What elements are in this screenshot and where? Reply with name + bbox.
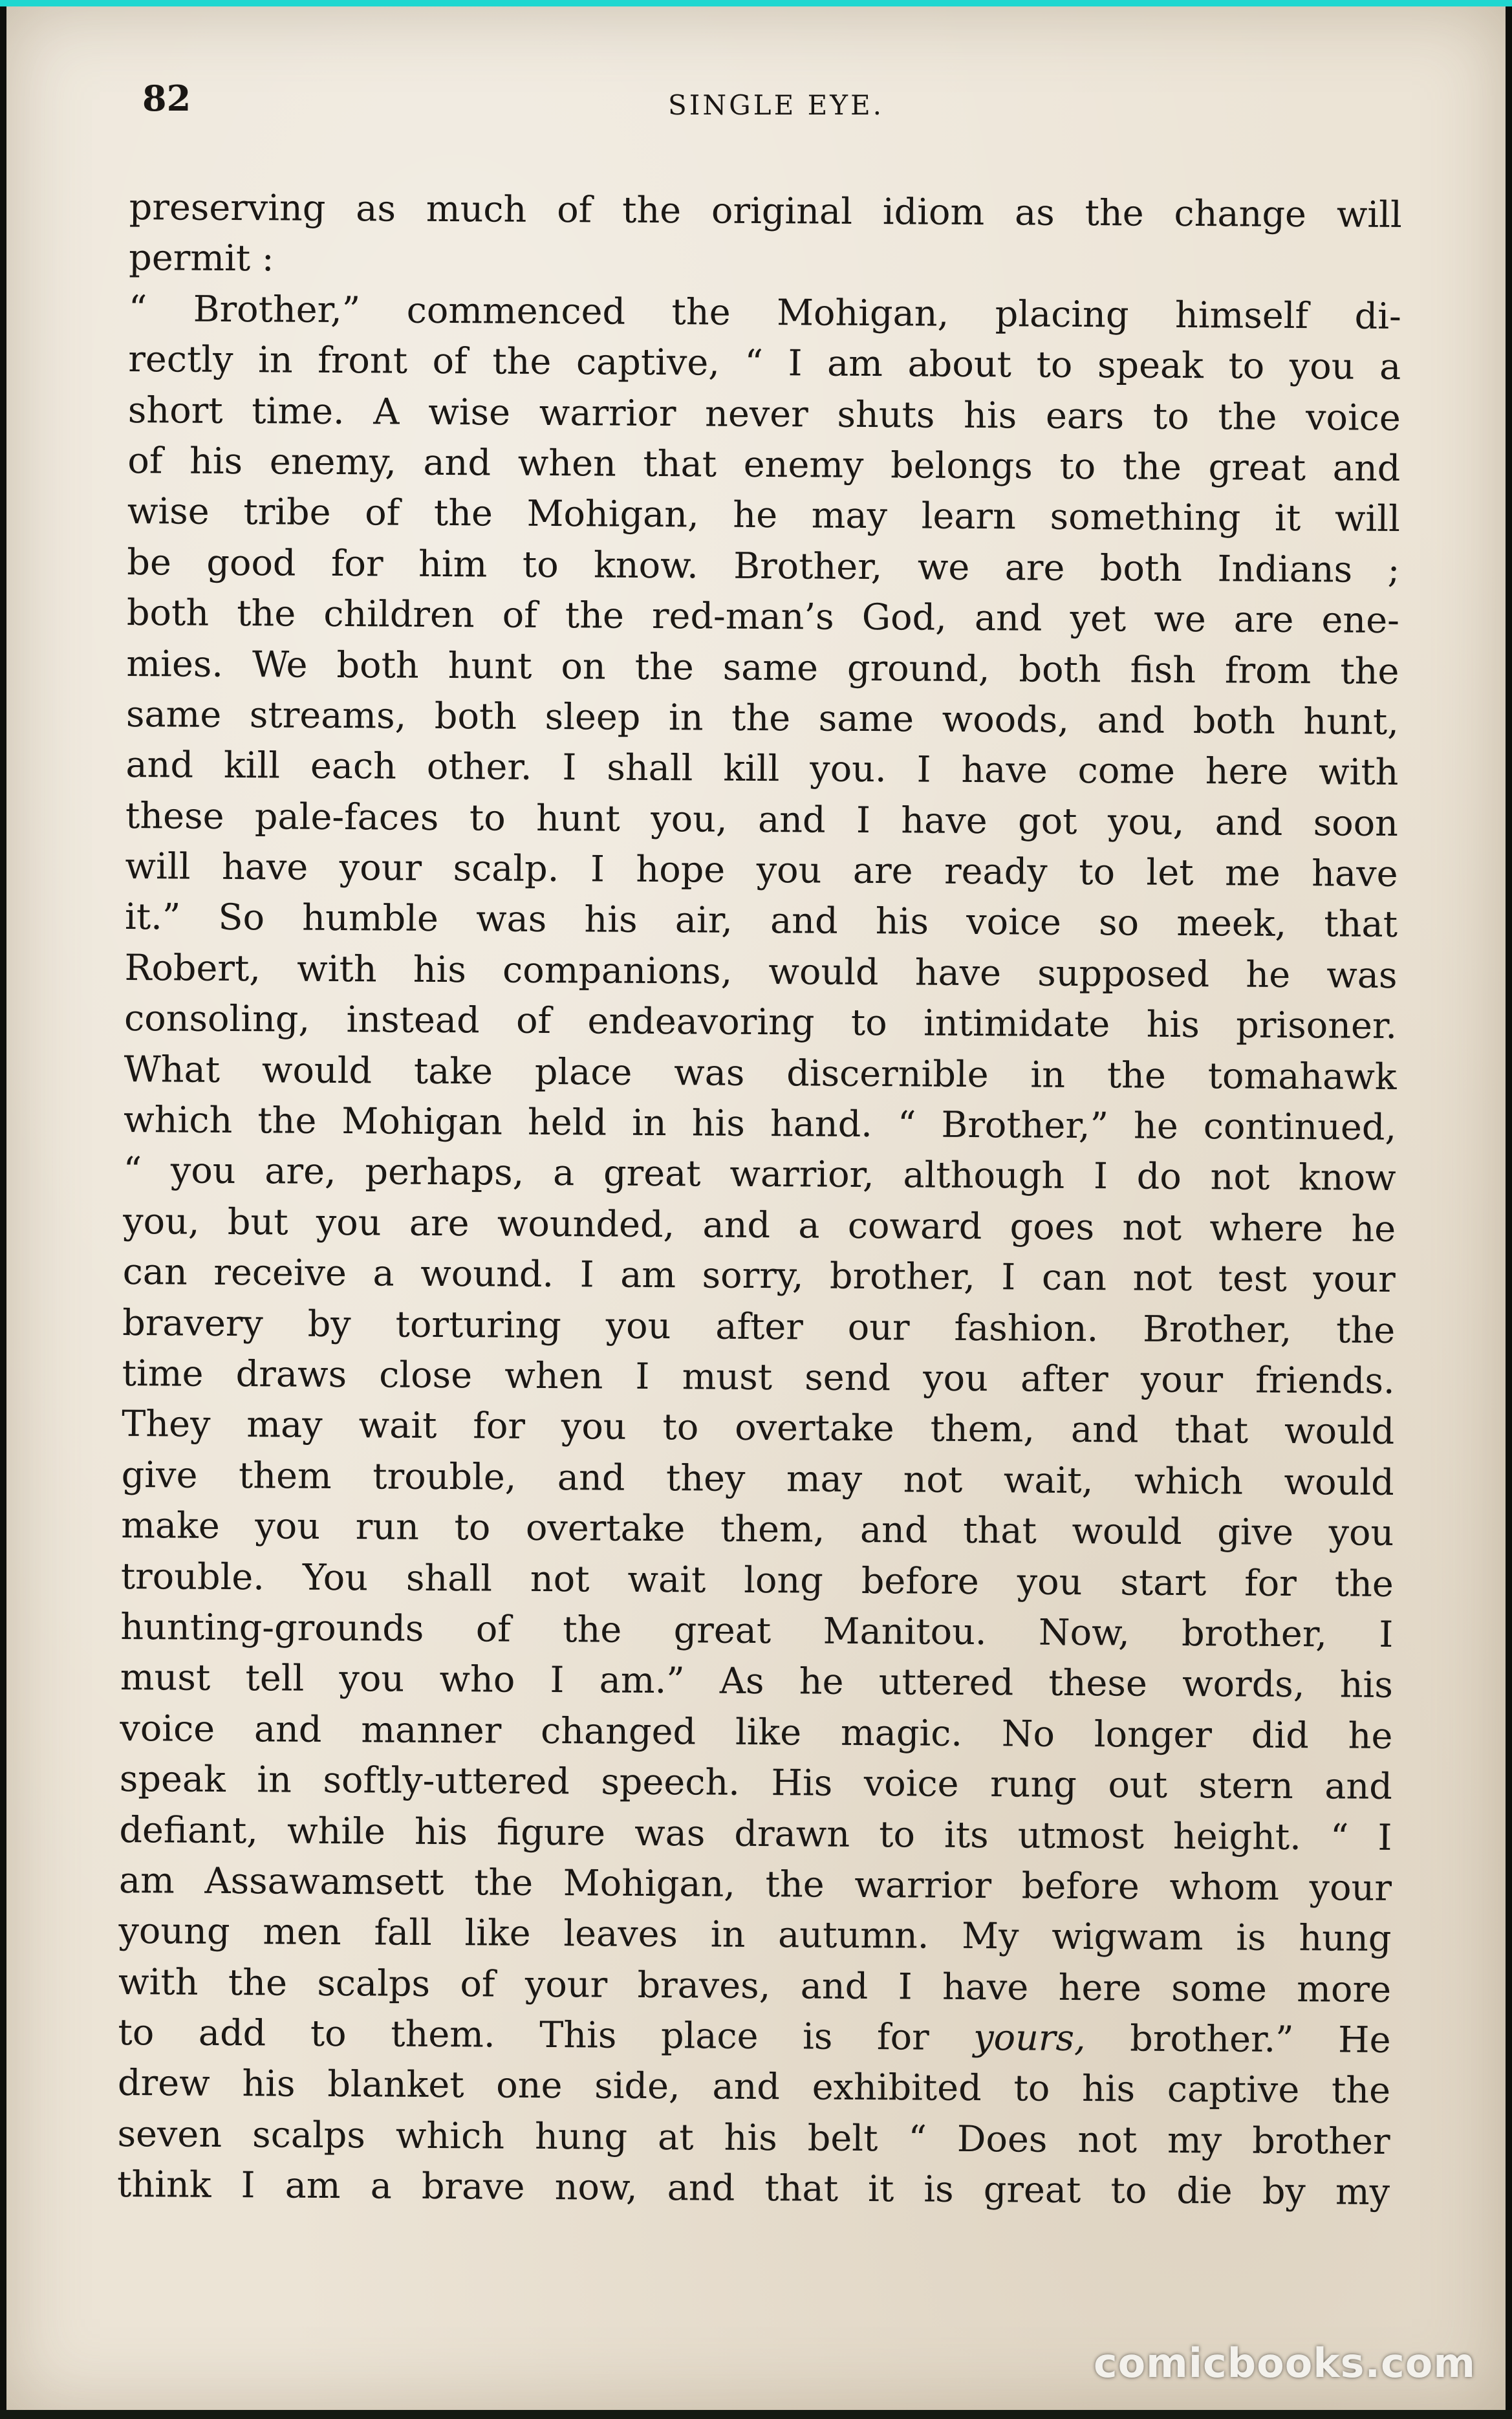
text-line: hunting-grounds of the great Manitou. Now, brother, I [120, 1605, 1394, 1656]
italic-word: yours, [973, 2017, 1086, 2060]
text-line: seven scalps which hung at his belt “ Does not my brother [117, 2112, 1390, 2163]
text-line: defiant, while his figure was drawn to its utmost height. “ I [119, 1808, 1392, 1859]
text-line: you, but you are wounded, and a coward goes not where he [122, 1200, 1396, 1250]
text-line: permit : [129, 237, 274, 280]
text-line: short time. A wise warrior never shuts his ears to the voice [127, 389, 1401, 439]
text-line: these pale-faces to hunt you, and I have got you, and soon [125, 794, 1399, 845]
text-line: preserving as much of the original idiom as the change will [129, 186, 1402, 237]
text-line-head: to add to them. This place is for [118, 2012, 929, 2059]
text-line: it.” So humble was his air, and his voice so meek, that [124, 896, 1398, 946]
running-head [142, 78, 1410, 129]
running-title: SINGLE EYE. [668, 89, 884, 121]
text-line: make you run to overtake them, and that would give you [121, 1504, 1394, 1555]
text-line: time draws close when I must send you after your friends. [122, 1352, 1395, 1402]
book-page [6, 6, 1506, 2413]
text-line: think I am a brave now, and that it is great to die by my [116, 2164, 1390, 2214]
text-line: They may wait for you to overtake them, and that would [122, 1403, 1395, 1453]
text-line: of his enemy, and when that enemy belongs to the great and [127, 439, 1401, 490]
text-line: both the children of the red-man’s God, and yet we are ene- [126, 592, 1400, 642]
body-text [117, 182, 1402, 2218]
text-line: must tell you who I am.” As he uttered these words, his [120, 1656, 1394, 1707]
text-line: with the scalps of your braves, and I have here some more [118, 1960, 1392, 2011]
text-line: trouble. You shall not wait long before you start for the [120, 1555, 1394, 1605]
text-line: will have your scalp. I hope you are ready to let me have [125, 845, 1398, 896]
text-line-tail: brother.” He [1085, 2017, 1391, 2062]
text-line: speak in softly-uttered speech. His voice rung out stern and [119, 1758, 1393, 1808]
text-line: mies. We both hunt on the same ground, both fish from the [126, 642, 1399, 693]
text-line: bravery by torturing you after our fashion. Brother, the [122, 1301, 1396, 1352]
text-line: voice and manner changed like magic. No longer did he [120, 1707, 1393, 1757]
text-line: wise tribe of the Mohigan, he may learn something it will [127, 490, 1401, 541]
text-line: same streams, both sleep in the same woods, and both hunt, [125, 693, 1399, 743]
text-line: be good for him to know. Brother, we are both Indians ; [127, 541, 1400, 591]
text-line: am Assawamsett the Mohigan, the warrior before whom your [118, 1859, 1392, 1909]
top-edge [0, 0, 1512, 6]
text-line: give them trouble, and they may not wait, which would [121, 1453, 1394, 1504]
text-line: What would take place was discernible in the tomahawk [124, 1048, 1397, 1098]
text-line: Robert, with his companions, would have supposed he was [124, 946, 1398, 997]
text-line: young men fall like leaves in autumn. My wigwam is hung [118, 1910, 1392, 1960]
text-line: “ you are, perhaps, a great warrior, although I do not know [123, 1149, 1396, 1200]
text-line: consoling, instead of endeavoring to intimidate his prisoner. [124, 997, 1398, 1048]
watermark-logo: comicbooks.com [1093, 2339, 1476, 2387]
text-line: drew his blanket one side, and exhibited to his captive the [117, 2062, 1391, 2112]
text-line-with-italic [118, 2008, 1390, 2066]
text-line: “ Brother,” commenced the Mohigan, placing himself di- [128, 287, 1401, 338]
text-line: which the Mohigan held in his hand. “ Brother,” he continued, [123, 1099, 1397, 1149]
text-line: rectly in front of the captive, “ I am about to speak to you a [128, 338, 1401, 389]
page-number: 82 [142, 78, 191, 119]
text-line: and kill each other. I shall kill you. I have come here with [125, 744, 1399, 794]
bottom-edge [0, 2410, 1512, 2419]
text-line: can receive a wound. I am sorry, brother, I can not test your [122, 1251, 1396, 1301]
